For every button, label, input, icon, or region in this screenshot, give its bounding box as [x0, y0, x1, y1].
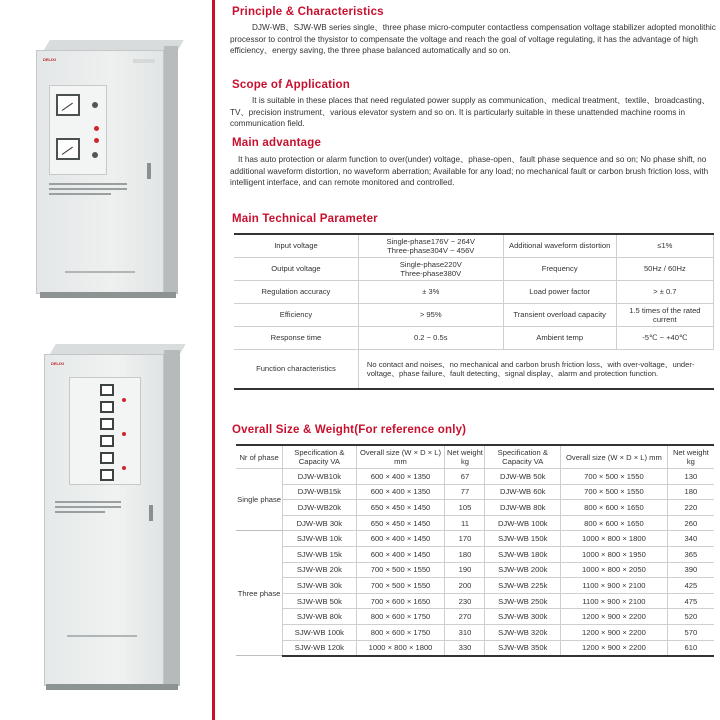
- size-cell: 600 × 400 × 1350: [356, 469, 445, 485]
- parameter-row: [234, 280, 714, 303]
- parameter-value: Single-phase176V ~ 264V Three-phase304V ~ 456V: [358, 234, 503, 257]
- parameter-value: Single-phase220V Three-phase380V: [358, 257, 503, 280]
- technical-parameter-table: [234, 233, 714, 390]
- advantage-heading: Main advantage: [232, 137, 322, 149]
- size-cell: DJW-WB 100k: [485, 515, 561, 531]
- meter-panel: [49, 85, 107, 175]
- size-cell: 1100 × 900 × 2100: [561, 593, 668, 609]
- size-row: [236, 469, 714, 485]
- product-label: [49, 183, 127, 198]
- indicator-lamp-icon: [94, 126, 99, 131]
- product-label: [55, 501, 121, 516]
- size-cell: DJW-WB 60k: [485, 484, 561, 500]
- size-cell: DJW-WB15k: [283, 484, 356, 500]
- size-cell: SJW-WB 50k: [283, 593, 356, 609]
- size-cell: 200: [445, 578, 485, 594]
- size-cell: 1200 × 900 × 2200: [561, 609, 668, 625]
- parameter-row: [234, 326, 714, 349]
- column-header: Specification & Capacity VA: [283, 445, 356, 469]
- size-cell: 77: [445, 484, 485, 500]
- parameter-value: No contact and noises、no mechanical and carbon brush friction loss、with over-voltage、under-voltage、phase failure、fault detecting、signal display、alarm and protection function.: [358, 349, 713, 389]
- parameter-label: Response time: [234, 326, 358, 349]
- size-cell: 190: [445, 562, 485, 578]
- nameplate: [133, 59, 155, 63]
- cabinet-front: [44, 354, 164, 686]
- size-cell: 650 × 450 × 1450: [356, 515, 445, 531]
- size-cell: SJW-WB 10k: [283, 531, 356, 547]
- size-cell: 365: [667, 546, 714, 562]
- size-cell: 340: [667, 531, 714, 547]
- parameter-label: Transient overload capacity: [503, 303, 616, 326]
- size-weight-heading: Overall Size & Weight(For reference only): [232, 424, 467, 436]
- advantage-text: It has auto protection or alarm function to over(under) voltage、phase-open、fault phase sequence and so on; No phase shift, no additional waveform distortion, no waveform aberration; Available for any load; no mechanical fault or carbon brush friction loss, with intelligent interface, and can remote monitored and controlled.: [230, 155, 709, 188]
- knob-icon: [92, 102, 98, 108]
- size-cell: 520: [667, 609, 714, 625]
- size-cell: DJW-WB10k: [283, 469, 356, 485]
- product-image-column: [0, 0, 212, 720]
- application-text: It is suitable in these places that need regulated power supply as communication、medical treatment、textile、broadcasting、TV、precision instrument、various elevator system and so on. It is particularly suitable in these unattended machine rooms in communication field.: [230, 96, 710, 129]
- size-cell: 1000 × 800 × 1800: [561, 531, 668, 547]
- size-cell: SJW-WB 30k: [283, 578, 356, 594]
- brand-logo: DELIXI: [43, 57, 56, 62]
- parameter-value: > 95%: [358, 303, 503, 326]
- column-header: Nr of phase: [236, 445, 283, 469]
- meter-icon: [100, 401, 114, 413]
- size-cell: 310: [445, 624, 485, 640]
- ammeter-icon: [56, 138, 80, 160]
- column-header: Net weight kg: [445, 445, 485, 469]
- application-heading: Scope of Application: [232, 79, 350, 91]
- size-cell: 800 × 600 × 1750: [356, 609, 445, 625]
- size-cell: DJW-WB 80k: [485, 500, 561, 516]
- column-header: Specification & Capacity VA: [485, 445, 561, 469]
- meter-icon: [100, 435, 114, 447]
- size-row: [236, 578, 714, 594]
- column-header: Overall size (W × D × L) mm: [356, 445, 445, 469]
- column-header: Net weight kg: [667, 445, 714, 469]
- indicator-lamp-icon: [122, 398, 126, 402]
- size-cell: SJW-WB 150k: [485, 531, 561, 547]
- parameter-label: Efficiency: [234, 303, 358, 326]
- principle-heading: Principle & Characteristics: [232, 6, 384, 18]
- three-phase-cabinet-image: [44, 344, 180, 690]
- parameter-label: Function characteristics: [234, 349, 358, 389]
- size-cell: 700 × 500 × 1550: [356, 562, 445, 578]
- cabinet-top: [44, 40, 184, 50]
- size-cell: 610: [667, 640, 714, 656]
- size-cell: 600 × 400 × 1450: [356, 531, 445, 547]
- size-row: [236, 624, 714, 640]
- parameter-row: [234, 349, 714, 389]
- size-cell: 700 × 500 × 1550: [561, 469, 668, 485]
- column-header: Overall size (W × D × L) mm: [561, 445, 668, 469]
- size-cell: SJW-WB 300k: [485, 609, 561, 625]
- cabinet-base: [46, 684, 178, 690]
- indicator-lamp-icon: [122, 432, 126, 436]
- parameter-row: [234, 234, 714, 257]
- voltmeter-icon: [56, 94, 80, 116]
- door-handle-icon: [149, 505, 153, 521]
- size-cell: 180: [667, 484, 714, 500]
- size-cell: 650 × 450 × 1450: [356, 500, 445, 516]
- size-cell: 11: [445, 515, 485, 531]
- size-cell: 475: [667, 593, 714, 609]
- indicator-lamp-icon: [94, 138, 99, 143]
- size-cell: 600 × 400 × 1350: [356, 484, 445, 500]
- brand-logo: DELIXI: [51, 361, 64, 366]
- size-cell: 1100 × 900 × 2100: [561, 578, 668, 594]
- size-cell: 600 × 400 × 1450: [356, 546, 445, 562]
- size-cell: 800 × 600 × 1650: [561, 515, 668, 531]
- size-row: [236, 562, 714, 578]
- parameter-label: Regulation accuracy: [234, 280, 358, 303]
- size-cell: 700 × 500 × 1550: [356, 578, 445, 594]
- parameter-value: 1.5 times of the rated current: [616, 303, 713, 326]
- size-cell: 170: [445, 531, 485, 547]
- meter-icon: [100, 452, 114, 464]
- size-cell: SJW-WB 320k: [485, 624, 561, 640]
- size-cell: DJW-WB20k: [283, 500, 356, 516]
- size-cell: 570: [667, 624, 714, 640]
- phase-label: Single phase: [236, 469, 283, 531]
- phase-label: Three phase: [236, 531, 283, 656]
- size-row: [236, 484, 714, 500]
- content-column: [226, 0, 720, 720]
- size-cell: 700 × 600 × 1650: [356, 593, 445, 609]
- manufacturer-label: [67, 635, 137, 637]
- size-cell: 1000 × 800 × 1800: [356, 640, 445, 656]
- indicator-lamp-icon: [122, 466, 126, 470]
- size-cell: 700 × 500 × 1550: [561, 484, 668, 500]
- size-cell: 800 × 600 × 1650: [561, 500, 668, 516]
- size-row: [236, 546, 714, 562]
- size-cell: 260: [667, 515, 714, 531]
- size-cell: DJW-WB 50k: [485, 469, 561, 485]
- parameter-label: Frequency: [503, 257, 616, 280]
- size-cell: SJW-WB 80k: [283, 609, 356, 625]
- principle-text: DJW-WB、SJW-WB series single、three phase micro-computer contactless compensation voltage stabilizer adopted monolithic processor to control the thysistor to compensate the voltage and reach the goal of voltage regulating, it has the advantage of high efficiency、energy saving, the three phase balanced automatically and so on.: [230, 23, 716, 56]
- size-cell: 1200 × 900 × 2200: [561, 640, 668, 656]
- size-cell: 425: [667, 578, 714, 594]
- size-cell: 220: [667, 500, 714, 516]
- meter-icon: [100, 384, 114, 396]
- cabinet-side: [164, 46, 178, 294]
- size-row: [236, 609, 714, 625]
- size-cell: DJW-WB 30k: [283, 515, 356, 531]
- parameter-label: Input voltage: [234, 234, 358, 257]
- parameter-value: ≤1%: [616, 234, 713, 257]
- size-cell: 1000 × 800 × 2050: [561, 562, 668, 578]
- cabinet-side: [164, 350, 180, 686]
- size-cell: 105: [445, 500, 485, 516]
- parameter-label: Ambient temp: [503, 326, 616, 349]
- size-cell: 800 × 600 × 1750: [356, 624, 445, 640]
- meter-icon: [100, 469, 114, 481]
- technical-heading: Main Technical Parameter: [232, 213, 378, 225]
- size-row: [236, 593, 714, 609]
- size-cell: SJW-WB 180k: [485, 546, 561, 562]
- size-row: [236, 515, 714, 531]
- door-handle-icon: [147, 163, 151, 179]
- manufacturer-label: [65, 271, 135, 273]
- switch-icon: [92, 152, 98, 158]
- size-row: [236, 500, 714, 516]
- size-cell: 1000 × 800 × 1950: [561, 546, 668, 562]
- parameter-row: [234, 257, 714, 280]
- size-cell: SJW-WB 225k: [485, 578, 561, 594]
- parameter-value: ± 3%: [358, 280, 503, 303]
- parameter-row: [234, 303, 714, 326]
- size-cell: 390: [667, 562, 714, 578]
- parameter-value: -5℃ ~ +40℃: [616, 326, 713, 349]
- parameter-label: Additional waveform distortion: [503, 234, 616, 257]
- size-cell: 180: [445, 546, 485, 562]
- meter-panel: [69, 377, 141, 485]
- size-row: [236, 640, 714, 656]
- meter-icon: [100, 418, 114, 430]
- parameter-value: 50Hz / 60Hz: [616, 257, 713, 280]
- size-cell: 1200 × 900 × 2200: [561, 624, 668, 640]
- vertical-divider: [212, 0, 215, 720]
- size-cell: 130: [667, 469, 714, 485]
- size-cell: 230: [445, 593, 485, 609]
- parameter-value: 0.2 ~ 0.5s: [358, 326, 503, 349]
- size-cell: 330: [445, 640, 485, 656]
- parameter-value: > ± 0.7: [616, 280, 713, 303]
- size-cell: 67: [445, 469, 485, 485]
- size-weight-table: [236, 444, 714, 657]
- size-cell: SJW-WB 100k: [283, 624, 356, 640]
- single-phase-cabinet-image: [36, 40, 178, 298]
- parameter-label: Output voltage: [234, 257, 358, 280]
- size-cell: SJW-WB 350k: [485, 640, 561, 656]
- cabinet-front: [36, 50, 164, 294]
- size-cell: SJW-WB 250k: [485, 593, 561, 609]
- parameter-label: Load power factor: [503, 280, 616, 303]
- size-cell: SJW-WB 120k: [283, 640, 356, 656]
- size-cell: SJW-WB 20k: [283, 562, 356, 578]
- size-cell: SJW-WB 15k: [283, 546, 356, 562]
- size-cell: 270: [445, 609, 485, 625]
- size-row: [236, 531, 714, 547]
- size-cell: SJW-WB 200k: [485, 562, 561, 578]
- cabinet-base: [40, 292, 176, 298]
